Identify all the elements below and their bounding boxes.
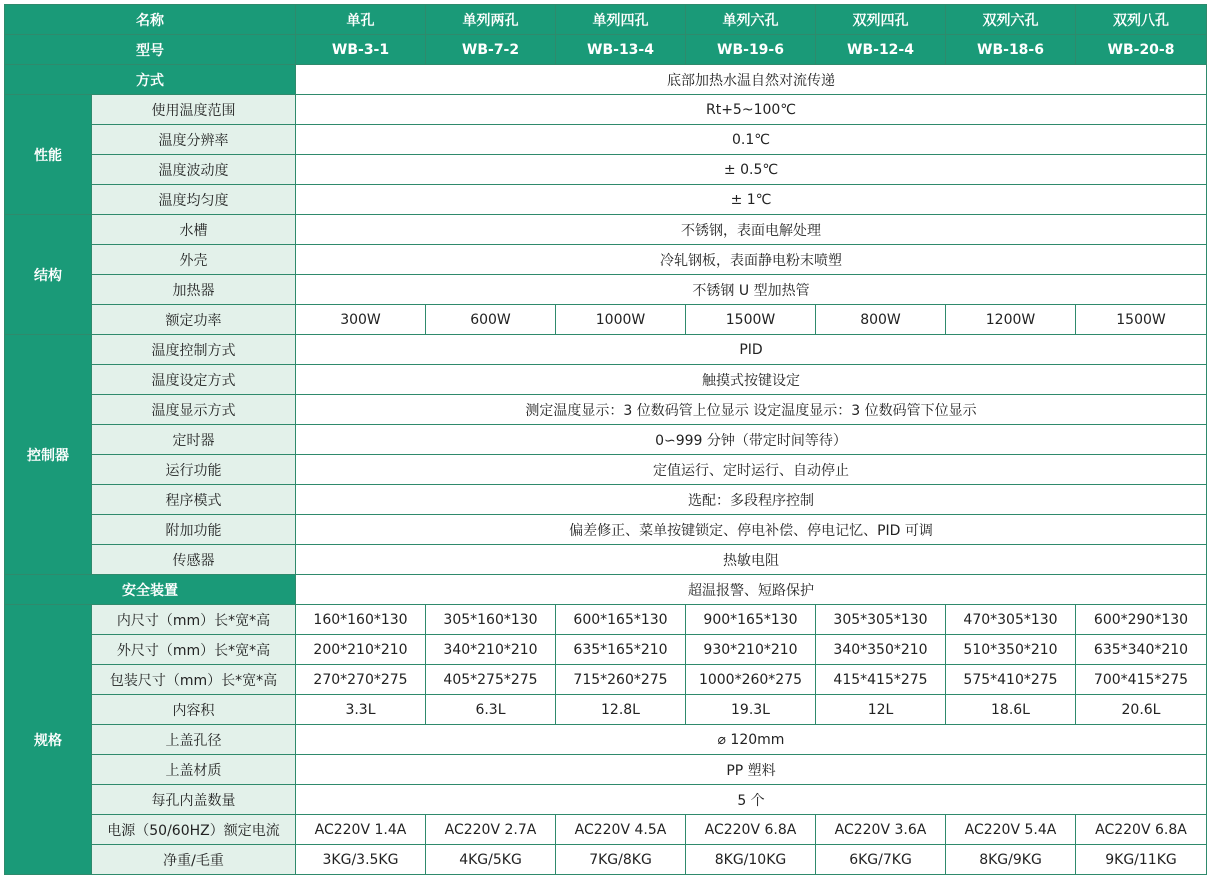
row-label: 温度显示方式: [92, 395, 296, 425]
cell-value: 20.6L: [1076, 695, 1207, 725]
cell-value: 305*160*130: [426, 605, 556, 635]
table-row: [5, 335, 1207, 365]
row-label: 包装尺寸（mm）长*宽*高: [92, 665, 296, 695]
row-value: ± 0.5℃: [296, 155, 1207, 185]
cell-value: AC220V 1.4A: [296, 815, 426, 845]
cell-value: 18.6L: [946, 695, 1076, 725]
row-label: 内容积: [92, 695, 296, 725]
header-name-row: [5, 5, 1207, 35]
product-name: 单列两孔: [426, 5, 556, 35]
cell-value: 900*165*130: [686, 605, 816, 635]
row-value: 热敏电阻: [296, 545, 1207, 575]
cell-value: 340*210*210: [426, 635, 556, 665]
cell-value: 3KG/3.5KG: [296, 845, 426, 875]
method-row: [5, 65, 1207, 95]
product-name: 双列六孔: [946, 5, 1076, 35]
cell-value: 3.3L: [296, 695, 426, 725]
product-name: 单列六孔: [686, 5, 816, 35]
row-value: 定值运行、定时运行、自动停止: [296, 455, 1207, 485]
product-model: WB-18-6: [946, 35, 1076, 65]
table-row: [5, 515, 1207, 545]
table-row: [5, 215, 1207, 245]
cell-value: 305*305*130: [816, 605, 946, 635]
table-row: [5, 755, 1207, 785]
spec-table: [4, 4, 1207, 875]
row-value: 0∽999 分钟（带定时间等待）: [296, 425, 1207, 455]
cell-value: 470*305*130: [946, 605, 1076, 635]
cell-value: 270*270*275: [296, 665, 426, 695]
product-model: WB-20-8: [1076, 35, 1207, 65]
cell-value: 405*275*275: [426, 665, 556, 695]
table-row: [5, 365, 1207, 395]
cell-value: 600*290*130: [1076, 605, 1207, 635]
cell-value: AC220V 4.5A: [556, 815, 686, 845]
cell-value: 415*415*275: [816, 665, 946, 695]
row-value: 触摸式按键设定: [296, 365, 1207, 395]
product-name: 双列四孔: [816, 5, 946, 35]
table-row: [5, 95, 1207, 125]
cell-value: 700*415*275: [1076, 665, 1207, 695]
row-value: PID: [296, 335, 1207, 365]
product-name: 双列八孔: [1076, 5, 1207, 35]
cell-value: 1000*260*275: [686, 665, 816, 695]
row-label: 温度设定方式: [92, 365, 296, 395]
cell-value: 1500W: [1076, 305, 1207, 335]
cell-value: 7KG/8KG: [556, 845, 686, 875]
table-row: [5, 125, 1207, 155]
row-label: 水槽: [92, 215, 296, 245]
cell-value: 4KG/5KG: [426, 845, 556, 875]
product-model: WB-12-4: [816, 35, 946, 65]
cell-value: 600W: [426, 305, 556, 335]
cell-value: 200*210*210: [296, 635, 426, 665]
row-value: 选配：多段程序控制: [296, 485, 1207, 515]
cell-value: 1200W: [946, 305, 1076, 335]
cell-value: 12L: [816, 695, 946, 725]
cell-value: 9KG/11KG: [1076, 845, 1207, 875]
row-value: PP 塑料: [296, 755, 1207, 785]
category-structure: 结构: [5, 215, 92, 335]
safety-value: 超温报警、短路保护: [296, 575, 1207, 605]
cell-value: AC220V 6.8A: [1076, 815, 1207, 845]
table-row: [5, 695, 1207, 725]
table-row: [5, 245, 1207, 275]
cell-value: AC220V 5.4A: [946, 815, 1076, 845]
category-specs: 规格: [5, 605, 92, 875]
table-row: [5, 485, 1207, 515]
method-label: 方式: [5, 65, 296, 95]
model-header: 型号: [5, 35, 296, 65]
row-label: 外壳: [92, 245, 296, 275]
row-label: 上盖材质: [92, 755, 296, 785]
product-name: 单列四孔: [556, 5, 686, 35]
cell-value: 160*160*130: [296, 605, 426, 635]
row-value: 偏差修正、菜单按键锁定、停电补偿、停电记忆、PID 可调: [296, 515, 1207, 545]
table-row: [5, 785, 1207, 815]
table-row: [5, 845, 1207, 875]
row-label: 温度波动度: [92, 155, 296, 185]
cell-value: 510*350*210: [946, 635, 1076, 665]
table-row: [5, 635, 1207, 665]
row-label: 每孔内盖数量: [92, 785, 296, 815]
row-label: 温度控制方式: [92, 335, 296, 365]
row-label: 温度均匀度: [92, 185, 296, 215]
cell-value: AC220V 3.6A: [816, 815, 946, 845]
row-label: 电源（50/60HZ）额定电流: [92, 815, 296, 845]
name-header: 名称: [5, 5, 296, 35]
cell-value: 1500W: [686, 305, 816, 335]
table-row: [5, 665, 1207, 695]
cell-value: 930*210*210: [686, 635, 816, 665]
row-label: 额定功率: [92, 305, 296, 335]
row-value: 不锈钢 U 型加热管: [296, 275, 1207, 305]
row-label: 内尺寸（mm）长*宽*高: [92, 605, 296, 635]
product-model: WB-13-4: [556, 35, 686, 65]
cell-value: 1000W: [556, 305, 686, 335]
method-value: 底部加热水温自然对流传递: [296, 65, 1207, 95]
cell-value: 635*340*210: [1076, 635, 1207, 665]
cell-value: 635*165*210: [556, 635, 686, 665]
row-label: 加热器: [92, 275, 296, 305]
table-row: [5, 275, 1207, 305]
row-label: 温度分辨率: [92, 125, 296, 155]
cell-value: 715*260*275: [556, 665, 686, 695]
row-label: 程序模式: [92, 485, 296, 515]
row-value: 0.1℃: [296, 125, 1207, 155]
row-label: 上盖孔径: [92, 725, 296, 755]
cell-value: 19.3L: [686, 695, 816, 725]
row-value: ⌀ 120mm: [296, 725, 1207, 755]
table-row: [5, 545, 1207, 575]
row-label: 使用温度范围: [92, 95, 296, 125]
product-name: 单孔: [296, 5, 426, 35]
cell-value: 340*350*210: [816, 635, 946, 665]
table-row: [5, 305, 1207, 335]
row-value: 5 个: [296, 785, 1207, 815]
cell-value: 300W: [296, 305, 426, 335]
table-row: [5, 185, 1207, 215]
row-label: 传感器: [92, 545, 296, 575]
row-value: 冷轧钢板，表面静电粉末喷塑: [296, 245, 1207, 275]
cell-value: 12.8L: [556, 695, 686, 725]
table-row: [5, 155, 1207, 185]
cell-value: 8KG/9KG: [946, 845, 1076, 875]
cell-value: 6KG/7KG: [816, 845, 946, 875]
table-row: [5, 395, 1207, 425]
safety-row: [5, 575, 1207, 605]
table-row: [5, 815, 1207, 845]
cell-value: AC220V 2.7A: [426, 815, 556, 845]
safety-label: 安全装置: [5, 575, 296, 605]
cell-value: 800W: [816, 305, 946, 335]
row-label: 附加功能: [92, 515, 296, 545]
cell-value: 6.3L: [426, 695, 556, 725]
row-label: 净重/毛重: [92, 845, 296, 875]
table-row: [5, 725, 1207, 755]
row-value: Rt+5~100℃: [296, 95, 1207, 125]
row-label: 定时器: [92, 425, 296, 455]
row-label: 运行功能: [92, 455, 296, 485]
product-model: WB-19-6: [686, 35, 816, 65]
table-row: [5, 425, 1207, 455]
header-model-row: [5, 35, 1207, 65]
table-row: [5, 455, 1207, 485]
row-value: ± 1℃: [296, 185, 1207, 215]
row-label: 外尺寸（mm）长*宽*高: [92, 635, 296, 665]
category-controller: 控制器: [5, 335, 92, 575]
cell-value: 575*410*275: [946, 665, 1076, 695]
row-value: 测定温度显示：3 位数码管上位显示 设定温度显示：3 位数码管下位显示: [296, 395, 1207, 425]
cell-value: AC220V 6.8A: [686, 815, 816, 845]
product-model: WB-3-1: [296, 35, 426, 65]
table-row: [5, 605, 1207, 635]
row-value: 不锈钢，表面电解处理: [296, 215, 1207, 245]
cell-value: 600*165*130: [556, 605, 686, 635]
category-performance: 性能: [5, 95, 92, 215]
cell-value: 8KG/10KG: [686, 845, 816, 875]
product-model: WB-7-2: [426, 35, 556, 65]
